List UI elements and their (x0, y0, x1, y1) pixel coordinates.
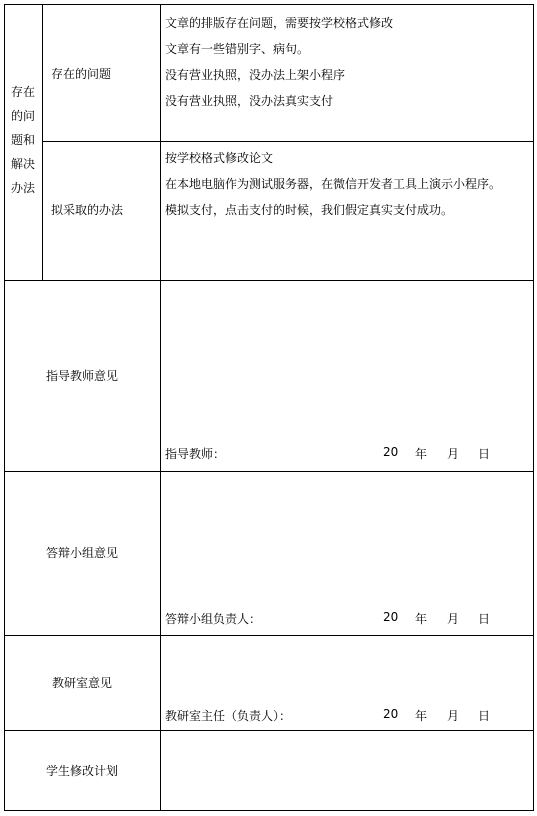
day-label: 日 (478, 709, 491, 723)
problems-solutions-group-label: 存在 的问 题和 解决 办法 (10, 85, 35, 195)
problem-line: 文章有一些错别字、病句。 (165, 42, 310, 56)
year-label: 年 (415, 447, 428, 461)
day-label: 日 (478, 447, 491, 461)
year-prefix: 20 (383, 707, 399, 721)
problem-line: 文章的排版存在问题，需要按学校格式修改 (165, 16, 394, 30)
row-divider (4, 280, 534, 281)
problem-line: 没有营业执照，没办法上架小程序 (165, 68, 346, 82)
month-label: 月 (447, 709, 460, 723)
column-divider (160, 4, 161, 811)
defense-signature-row (165, 610, 525, 630)
advisor-sign-label: 指导教师： (165, 447, 226, 461)
problem-line: 没有营业执照，没办法真实支付 (165, 94, 334, 108)
advisor-opinion-label: 指导教师意见 (46, 369, 119, 383)
month-label: 月 (447, 612, 460, 626)
defense-opinion-label: 答辩小组意见 (46, 546, 119, 560)
office-signature-row (165, 707, 525, 727)
solutions-label: 拟采取的办法 (51, 203, 124, 217)
solution-line: 模拟支付，点击支付的时候，我们假定真实支付成功。 (165, 203, 454, 217)
year-prefix: 20 (383, 445, 399, 459)
year-prefix: 20 (383, 610, 399, 624)
problems-label: 存在的问题 (51, 67, 112, 81)
advisor-signature-row (165, 445, 525, 465)
column-divider (42, 4, 43, 280)
row-divider (43, 141, 534, 142)
year-label: 年 (415, 612, 428, 626)
year-label: 年 (415, 709, 428, 723)
defense-sign-label: 答辩小组负责人： (165, 612, 262, 626)
solution-line: 在本地电脑作为测试服务器，在微信开发者工具上演示小程序。 (165, 177, 502, 191)
row-divider (4, 471, 534, 472)
office-opinion-label: 教研室意见 (52, 676, 113, 690)
day-label: 日 (478, 612, 491, 626)
row-divider (4, 730, 534, 731)
office-sign-label: 教研室主任（负责人）： (165, 709, 292, 723)
revision-plan-label: 学生修改计划 (46, 764, 119, 778)
solution-line: 按学校格式修改论文 (165, 151, 274, 165)
row-divider (4, 635, 534, 636)
month-label: 月 (447, 447, 460, 461)
